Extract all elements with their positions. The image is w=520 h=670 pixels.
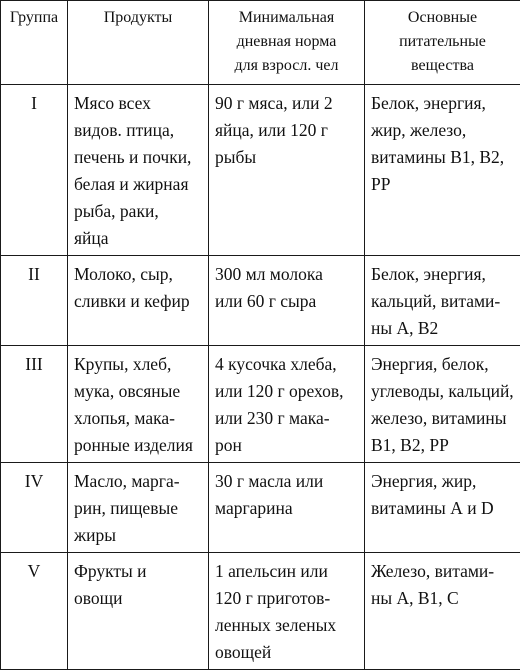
nutrients-cell: Белок, энергия, кальций, витами- ны А, В2 (365, 256, 520, 346)
products-cell: Масло, марга- рин, пищевые жиры (68, 463, 209, 553)
products-cell: Крупы, хлеб, мука, овсяные хлопья, мака- ронные изделия (68, 346, 209, 463)
group-cell: III (1, 346, 68, 463)
norm-cell: 4 кусочка хлеба, или 120 г орехов, или 230 г мака- рон (209, 346, 365, 463)
norm-cell: 90 г мяса, или 2 яйца, или 120 г рыбы (209, 85, 365, 256)
nutrients-cell: Энергия, жир, витамины А и D (365, 463, 520, 553)
table-row (1, 553, 520, 670)
products-cell: Фрукты и овощи (68, 553, 209, 670)
group-cell: I (1, 85, 68, 256)
header-group: Группа (1, 1, 68, 85)
norm-cell: 300 мл молока или 60 г сыра (209, 256, 365, 346)
nutrients-cell: Энергия, белок, углеводы, кальций, железо, витамины В1, В2, РР (365, 346, 520, 463)
products-cell: Молоко, сыр, сливки и кефир (68, 256, 209, 346)
nutrients-cell: Железо, витами- ны А, В1, С (365, 553, 520, 670)
header-nutrients: Основные питательные вещества (365, 1, 520, 85)
table-row (1, 346, 520, 463)
products-cell: Мясо всех видов. птица, печень и почки, белая и жирная рыба, раки, яйца (68, 85, 209, 256)
header-products: Продукты (68, 1, 209, 85)
norm-cell: 30 г масла или маргарина (209, 463, 365, 553)
table-row (1, 256, 520, 346)
group-cell: II (1, 256, 68, 346)
nutrients-cell: Белок, энергия, жир, железо, витамины В1, В2, РР (365, 85, 520, 256)
group-cell: V (1, 553, 68, 670)
table-row (1, 85, 520, 256)
table-row (1, 463, 520, 553)
norm-cell: 1 апельсин или 120 г приготов- ленных зеленых овощей (209, 553, 365, 670)
header-row (1, 1, 520, 85)
header-daily-norm: Минимальная дневная норма для взросл. чел (209, 1, 365, 85)
group-cell: IV (1, 463, 68, 553)
